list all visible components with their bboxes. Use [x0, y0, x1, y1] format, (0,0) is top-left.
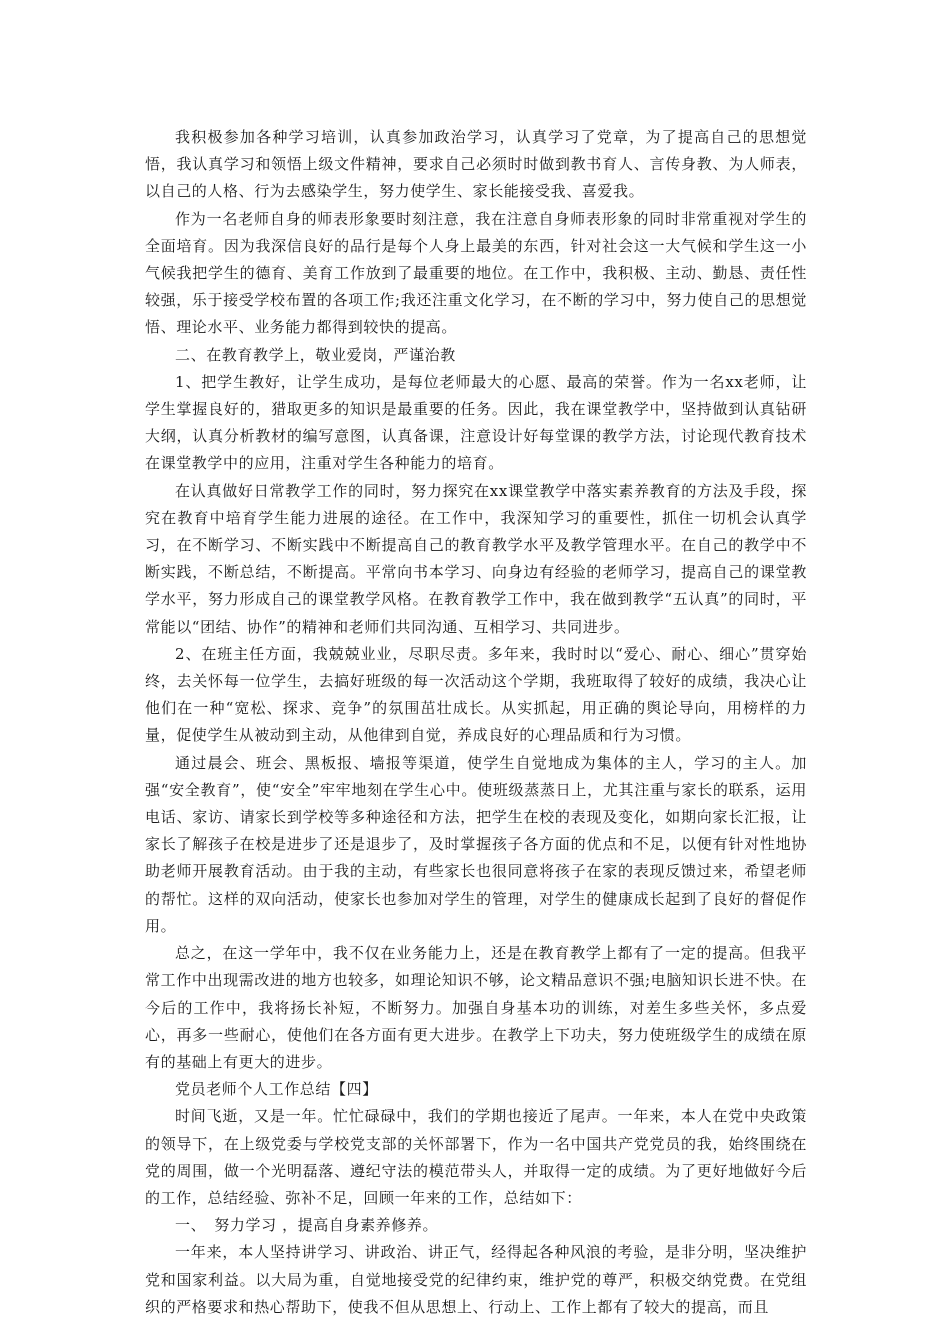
paragraph-political-study: 一年来，本人坚持讲学习、讲政治、讲正气，经得起各种风浪的考验，是非分明，坚决维护党和国家利益。以大局为重，自觉地接受党的纪律约束，维护党的尊严，积极交纳党费。在党组织的严格要求和热心帮助下，使我不但从思想上、行动上、工作上都有了较大的提高，而且: [145, 1243, 807, 1316]
paragraph-conclusion: 总之，在这一学年中，我不仅在业务能力上，还是在教育教学上都有了一定的提高。但我平常工作中出现需改进的地方也较多，如理论知识不够，论文精品意识不强;电脑知识长进不快。在今后的工作中，我将扬长补短，不断努力。加强自身基本功的训练，对差生多些关怀，多点爱心，再多一些耐心，使他们在各方面有更大进步。在教学上下功夫，努力使班级学生的成绩在原有的基础上有更大的进步。: [145, 944, 807, 1071]
section-title-summary-four: 党员老师个人工作总结【四】: [175, 1080, 378, 1099]
paragraph-class-activities: 通过晨会、班会、黑板报、墙报等渠道，使学生自觉地成为集体的主人，学习的主人。加强“安全教育”，使“安全”牢牢地刻在学生心中。使班级蒸蒸日上，尤其注重与家长的联系，运用电话、家访、请家长到学校等多种途径和方法，把学生在校的表现及变化，如期向家长汇报，让家长了解孩子在校是进步了还是退步了，及时掌握孩子各方面的优点和不足，以便有针对性地协助老师开展教育活动。由于我的主动，有些家长也很同意将孩子在家的表现反馈过来，希望老师的帮忙。这样的双向活动，使家长也参加对学生的管理，对学生的健康成长起到了良好的督促作用。: [145, 753, 807, 935]
document-body: [145, 124, 807, 1321]
paragraph-teaching-1: 1、把学生教好，让学生成功，是每位老师最大的心愿、最高的荣誉。作为一名xx老师，让学生掌握良好的，猎取更多的知识是最重要的任务。因此，我在课堂教学中，坚持做到认真钻研大纲，认真分析教材的编写意图，认真备课，注意设计好每堂课的教学方法，讨论现代教育技术在课堂教学中的应用，注重对学生各种能力的培育。: [145, 372, 807, 473]
section-heading-study: 一、 努力学习 ，提高自身素养修养。: [175, 1216, 439, 1235]
paragraph-teacher-image: 作为一名老师自身的师表形象要时刻注意，我在注意自身师表形象的同时非常重视对学生的全面培育。因为我深信良好的品行是每个人身上最美的东西，针对社会这一大气候和学生这一小气候我把学生的德育、美育工作放到了最重要的地位。在工作中，我积极、主动、勤恳、责任性较强，乐于接受学校布置的各项工作;我还注重文化学习，在不断的学习中，努力使自己的思想觉悟、理论水平、业务能力都得到较快的提高。: [145, 209, 807, 337]
paragraph-study-training: 我积极参加各种学习培训，认真参加政治学习，认真学习了党章，为了提高自己的思想觉悟，我认真学习和领悟上级文件精神，要求自己必须时时做到教书育人、言传身教、为人师表，以自己的人格、行为去感染学生，努力使学生、家长能接受我、喜爱我。: [145, 128, 807, 201]
paragraph-class-teacher-2: 2、在班主任方面，我兢兢业业，尽职尽责。多年来，我时时以“爱心、耐心、细心”贯穿始终，去关怀每一位学生，去搞好班级的每一次活动这个学期，我班取得了较好的成绩，我决心让他们在一种“宽松、探求、竞争”的氛围茁壮成长。从实抓起，用正确的舆论导向，用榜样的力量，促使学生从被动到主动，从他律到自觉，养成良好的心理品质和行为习惯。: [145, 644, 807, 745]
section-heading-teaching: 二、在教育教学上，敬业爱岗，严谨治教: [175, 345, 456, 364]
paragraph-daily-teaching: 在认真做好日常教学工作的同时，努力探究在xx课堂教学中落实素养教育的方法及手段，探究在教育中培育学生能力进展的途径。在工作中，我深知学习的重要性，抓住一切机会认真学习，在不断学习、不断实践中不断提高自己的教育教学水平及教学管理水平。在自己的教学中不断实践，不断总结，不断提高。平常向书本学习、向身边有经验的老师学习，提高自己的课堂教学水平，努力形成自己的课堂教学风格。在教育教学工作中，我在做到教学“五认真”的同时，平常能以“团结、协作”的精神和老师们共同沟通、互相学习、共同进步。: [145, 481, 807, 636]
paragraph-year-review: 时间飞逝，又是一年。忙忙碌碌中，我们的学期也接近了尾声。一年来，本人在党中央政策的领导下，在上级党委与学校党支部的关怀部署下，作为一名中国共产党党员的我，始终围绕在党的周围，做一个光明磊落、遵纪守法的模范带头人，并取得一定的成绩。为了更好地做好今后的工作，总结经验、弥补不足，回顾一年来的工作，总结如下：: [145, 1107, 807, 1207]
